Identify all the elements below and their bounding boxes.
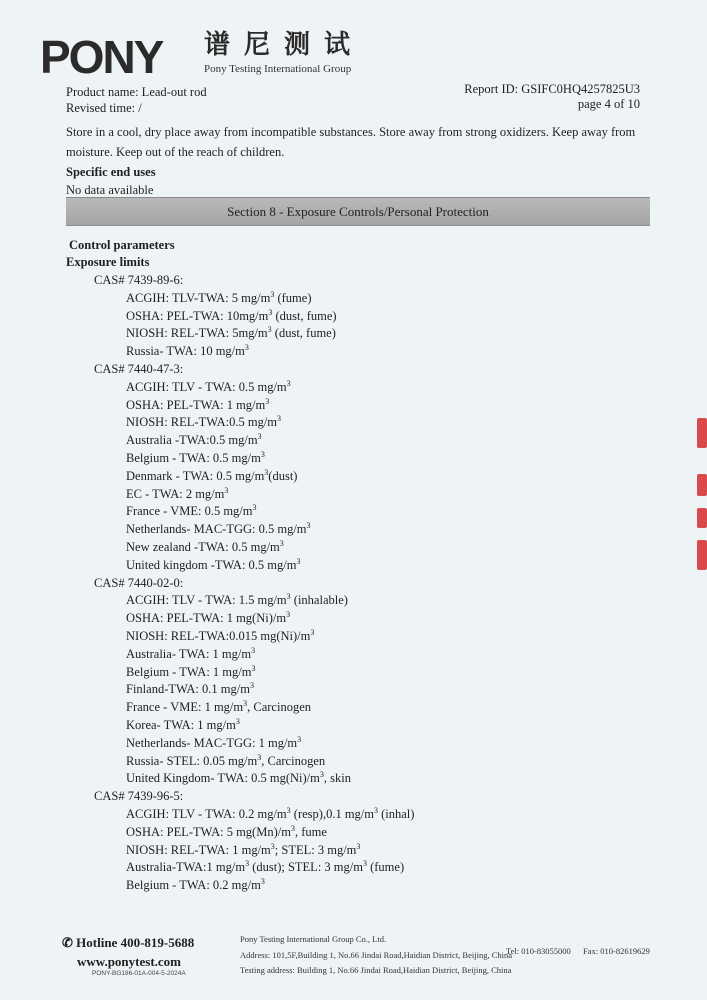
exposure-limit-item: OSHA: PEL-TWA: 1 $mg/m^3$ xyxy=(126,396,270,412)
exposure-limit-item: Netherlands- MAC-TGG: 1 $mg/m^3$ xyxy=(126,734,302,750)
exposure-limit-item: New zealand -TWA: 0.5 $mg/m^3$ xyxy=(126,538,284,554)
exposure-limit-item: NIOSH: REL-TWA: $5mg/m^3$ (dust, fume) xyxy=(126,325,336,341)
product-name: Product name: Lead-out rod xyxy=(66,85,207,99)
storage-paragraph: Store in a cool, dry place away from incompatible substances. Store away from strong oxidizers. Keep away from moisture. Keep out of the reach of children. xyxy=(66,125,636,159)
exposure-limits-heading: Exposure limits xyxy=(66,255,150,269)
cas-number: CAS# 7439-96-5: xyxy=(94,789,184,804)
section-8-banner xyxy=(66,197,650,226)
specific-end-uses-heading: Specific end uses xyxy=(66,165,156,179)
exposure-limit-item: ACGIH: TLV - TWA: 0.5 $mg/m^3$ xyxy=(126,378,291,394)
exposure-limit-item: Netherlands- MAC-TGG: 0.5 $mg/m^3$ xyxy=(126,521,311,537)
pony-logo xyxy=(40,31,163,83)
exposure-limit-item: NIOSH: REL-TWA:0.015 $mg(Ni)/m^3$ xyxy=(126,627,315,643)
exposure-limit-item: Australia -TWA:0.5 $mg/m^3$ xyxy=(126,432,262,448)
exposure-limit-item: Korea- TWA: 1 $mg/m^3$ xyxy=(126,716,240,732)
seal-stamp-fragment xyxy=(697,474,707,496)
hotline-text: Hotline 400-819-5688 xyxy=(76,935,195,950)
company-address: Address: 101,5F,Building 1, No.66 Jindai Road,Haidian District, Beijing, China xyxy=(240,950,513,960)
seal-stamp-fragment xyxy=(697,418,707,448)
exposure-limit-item: EC - TWA: 2 $mg/m^3$ xyxy=(126,485,229,501)
company-name: Pony Testing International Group Co., Ltd. xyxy=(240,934,387,944)
exposure-limit-item: OSHA: PEL-TWA: $10mg/m^3$ (dust, fume) xyxy=(126,307,337,323)
exposure-limit-item: OSHA: PEL-TWA: 1 $mg(Ni)/m^3$ xyxy=(126,610,291,626)
phone-icon: ✆ xyxy=(62,935,77,950)
exposure-limit-item: Russia- TWA: 10 $mg/m^3$ xyxy=(126,343,249,359)
exposure-limit-item: United kingdom -TWA: 0.5 $mg/m^3$ xyxy=(126,556,301,572)
logo-chinese-name: 谱尼测试 xyxy=(204,30,365,60)
exposure-limit-item: ACGIH: TLV-TWA: 5 $mg/m^3$ (fume) xyxy=(126,289,312,305)
exposure-limit-item: Belgium - TWA: 1 $mg/m^3$ xyxy=(126,663,256,679)
testing-address: Testing address: Building 1, No.66 Jindai Road,Haidian District, Beijing, China xyxy=(240,965,512,975)
exposure-limit-item: Russia- STEL: 0.05 $mg/m^3$, Carcinogen xyxy=(126,752,326,768)
exposure-limit-item: ACGIH: TLV - TWA: 0.2 $mg/m^3$ (resp),0.1 $mg/m^3$ (inhal) xyxy=(126,805,415,821)
specific-end-uses-text: No data available xyxy=(66,183,154,197)
exposure-limit-item: France - VME: 0.5 $mg/m^3$ xyxy=(126,503,257,519)
exposure-limit-item: NIOSH: REL-TWA: 1 $mg/m^3$; STEL: 3 $mg/m^3$ xyxy=(126,841,361,857)
exposure-limit-item: Finland-TWA: 0.1 $mg/m^3$ xyxy=(126,681,254,697)
section-title: Section 8 - Exposure Controls/Personal Protection xyxy=(227,203,489,219)
exposure-limit-item: France - VME: 1 $mg/m^3$, Carcinogen xyxy=(126,699,311,715)
logo-english-name: Pony Testing International Group xyxy=(204,63,352,75)
page-number: page 4 of 10 xyxy=(577,97,640,111)
logo-text: PONY xyxy=(40,31,163,83)
document-code: PONY-BG186-01A-004-5-2024A xyxy=(92,970,186,977)
exposure-limit-item: United Kingdom- TWA: 0.5 $mg(Ni)/m^3$, skin xyxy=(126,770,351,786)
exposure-limit-item: Belgium - TWA: 0.5 $mg/m^3$ xyxy=(126,449,265,465)
cas-number: CAS# 7439-89-6: xyxy=(94,273,184,287)
revised-time: Revised time: / xyxy=(66,101,142,115)
exposure-limit-item: OSHA: PEL-TWA: 5 $mg(Mn)/m^3$, fume xyxy=(126,823,327,839)
hotline xyxy=(62,935,194,951)
exposure-limit-item: Denmark - TWA: 0.5 $mg/m^3(dust)$ xyxy=(126,467,298,483)
exposure-limit-item: Belgium - TWA: 0.2 $mg/m^3$ xyxy=(126,877,265,893)
website: www.ponytest.com xyxy=(77,954,181,969)
exposure-limit-item: NIOSH: REL-TWA:0.5 $mg/m^3$ xyxy=(126,414,282,430)
exposure-limit-item: Australia-TWA:1 $mg/m^3$ (dust); STEL: 3 $mg/m^3$ (fume) xyxy=(126,859,405,875)
cas-number: CAS# 7440-47-3: xyxy=(94,362,184,376)
control-parameters-heading: Control parameters xyxy=(69,238,175,252)
telephone: Tel: 010-83055000 xyxy=(506,946,571,956)
exposure-limit-item: ACGIH: TLV - TWA: 1.5 $mg/m^3$ (inhalable) xyxy=(126,592,348,608)
fax: Fax: 010-82619629 xyxy=(583,946,650,956)
cas-number: CAS# 7440-02-0: xyxy=(94,575,184,590)
seal-stamp-fragment xyxy=(697,508,707,528)
report-id: Report ID: GSIFC0HQ4257825U3 xyxy=(464,82,640,96)
exposure-limit-item: Australia- TWA: 1 $mg/m^3$ xyxy=(126,645,256,661)
seal-stamp-fragment xyxy=(697,540,707,570)
